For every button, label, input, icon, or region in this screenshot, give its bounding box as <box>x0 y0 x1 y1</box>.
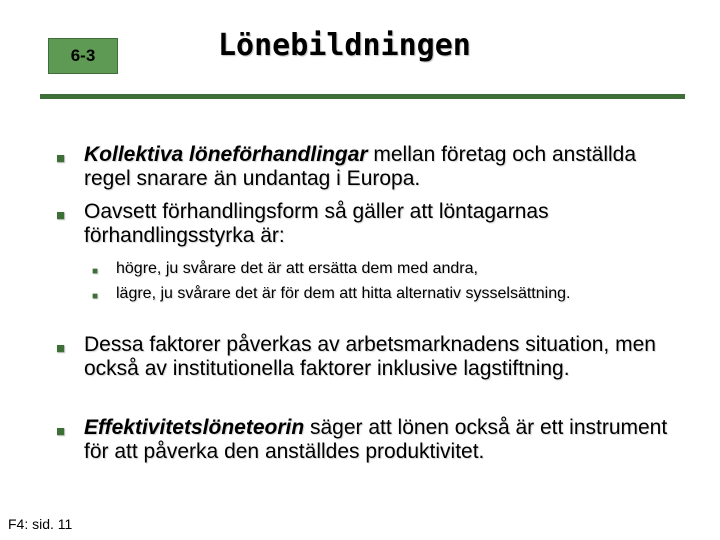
square-bullet-icon: ■ <box>92 266 99 277</box>
sub-bullet-text: lägre, ju svårare det är för dem att hitta alternativ sysselsättning. <box>116 285 571 302</box>
bullet-text: säger att lönen också är ett instrument för att påverka den anställdes produktivitet. <box>84 416 668 463</box>
slide-title: Lönebildningen <box>218 28 471 63</box>
square-bullet-icon: ■ <box>56 207 66 224</box>
bullet-item <box>56 200 686 248</box>
sub-bullet-item <box>92 283 692 304</box>
square-bullet-icon: ■ <box>92 291 99 302</box>
bullet-item <box>56 143 686 191</box>
square-bullet-icon: ■ <box>56 340 66 357</box>
title-divider <box>40 94 685 99</box>
slide-number-badge <box>48 38 118 74</box>
bullet-text: Oavsett förhandlingsform så gäller att löntagarnas förhandlingsstyrka är: <box>84 200 549 247</box>
bullet-text: Dessa faktorer påverkas av arbetsmarknadens situation, men också av institutionella faktorer inklusive lagstiftning. <box>84 333 656 380</box>
bullet-emphasis: Effektivitetslöneteorin <box>84 416 305 439</box>
square-bullet-icon: ■ <box>56 423 66 440</box>
square-bullet-icon: ■ <box>56 150 66 167</box>
slide-number: 6-3 <box>70 46 96 65</box>
sub-bullet-item <box>92 258 692 279</box>
bullet-item <box>56 416 686 464</box>
bullet-emphasis: Kollektiva löneförhandlingar <box>84 143 368 166</box>
footer-reference: F4: sid. 11 <box>8 516 73 532</box>
sub-bullet-text: högre, ju svårare det är att ersätta dem med andra, <box>116 260 478 277</box>
bullet-text: mellan företag och anställda regel snarare än undantag i Europa. <box>84 143 637 190</box>
bullet-item <box>56 333 686 381</box>
